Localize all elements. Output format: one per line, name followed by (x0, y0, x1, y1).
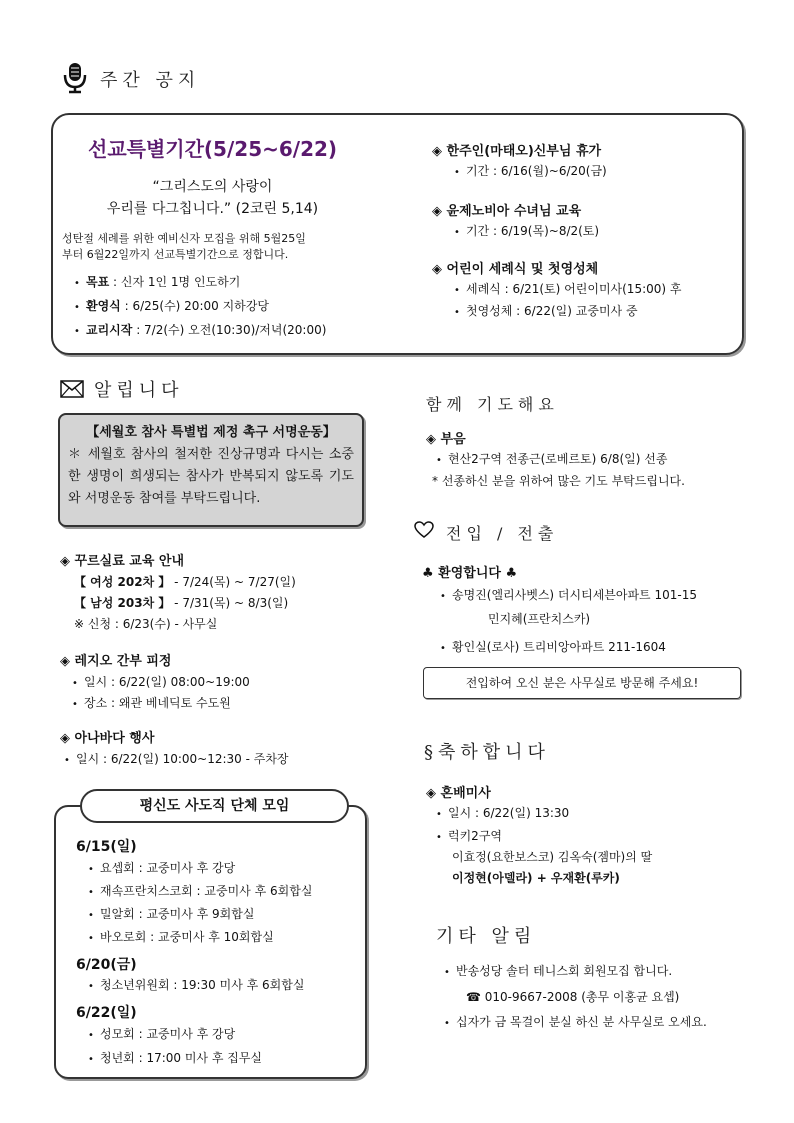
congrats-title: §축하합니다 (424, 742, 550, 763)
mission-item-text: : 7/2(수) 오전(10:30)/저녁(20:00) (132, 323, 327, 337)
prayer-title: 함께 기도해요 (426, 395, 559, 414)
cursillo-head: ◈ 꾸르실료 교육 안내 (60, 554, 185, 569)
other-title: 기타 알림 (436, 926, 537, 947)
groups-title: 평신도 사도직 단체 모임 (80, 789, 349, 823)
mission-quote-1: “그리스도의 사랑이 (152, 179, 273, 195)
other-line-1: • 반송성당 솔터 테니스회 회원모집 합니다. (440, 964, 672, 979)
envelope-icon (60, 380, 84, 398)
congrats-line-1: • 일시 : 6/22(일) 13:30 (432, 806, 569, 821)
mission-item-text: : 신자 1인 1명 인도하기 (109, 275, 241, 289)
group-date: 6/22(일) (76, 1005, 137, 1021)
cursillo-men (74, 596, 288, 610)
moving-line-2: 민지혜(프란치스카) (488, 612, 591, 626)
legio-head: ◈ 레지오 간부 피정 (60, 654, 172, 669)
microphone-icon (62, 62, 88, 94)
group-line: • 바오로회 : 교중미사 후 10회합실 (84, 930, 274, 945)
prayer-line-2: * 선종하신 분을 위하여 많은 기도 부탁드립니다. (432, 474, 685, 488)
group-date: 6/20(금) (76, 957, 137, 973)
group-line: • 요셉회 : 교중미사 후 강당 (84, 861, 235, 876)
congrats-line-2: • 럭키2구역 (432, 829, 502, 844)
mission-desc-2: 부터 6월22일까지 선교특별기간으로 정합니다. (62, 248, 289, 261)
sewol-text: ＊ 세월호 참사의 철저한 진상규명과 다시는 소중한 생명이 희생되는 참사가 반복되지 않도록 기도와 서명운동 참여를 부탁드립니다. (68, 447, 354, 506)
group-line: • 재속프란치스코회 : 교중미사 후 6회합실 (84, 884, 312, 899)
cursillo-women (74, 575, 296, 589)
sewol-title: 【세월호 참사 특별법 제정 촉구 서명운동】 (86, 425, 336, 440)
notice-vacation-head: ◈ 한주인(마태오)신부님 휴가 (432, 144, 602, 159)
notice-vacation-line: • 기간 : 6/16(월)~6/20(금) (450, 164, 607, 179)
mission-item-class (70, 323, 326, 338)
group-date: 6/15(일) (76, 839, 137, 855)
mission-quote-2: 우리를 다그칩니다.” (2코린 5,14) (106, 201, 319, 217)
mission-item-label: 교리시작 (86, 323, 133, 337)
legio-line-time: • 일시 : 6/22(일) 08:00~19:00 (68, 675, 250, 690)
group-line: • 청소년위원회 : 19:30 미사 후 6회합실 (84, 978, 304, 993)
moving-notice: 전입하여 오신 분은 사무실로 방문해 주세요! (423, 667, 741, 699)
other-line-3: • 십자가 금 목걸이 분실 하신 분 사무실로 오세요. (440, 1015, 707, 1030)
mission-desc-1: 성탄절 세례를 위한 예비신자 모집을 위해 5월25일 (62, 232, 306, 245)
moving-line-3: • 황인실(로사) 트리비앙아파트 211-1604 (436, 640, 666, 655)
announcements-title: 알립니다 (94, 380, 184, 401)
moving-welcome: ♣ 환영합니다 ♣ (422, 566, 518, 581)
page-title: 주간 공지 (100, 70, 201, 91)
group-line: • 청년회 : 17:00 미사 후 집무실 (84, 1051, 262, 1066)
notice-baptism-line: • 세례식 : 6/21(토) 어린이미사(15:00) 후 (450, 282, 681, 297)
cursillo-women-text: - 7/24(목) ~ 7/27(일) (170, 575, 296, 589)
mission-item-text: : 6/25(수) 20:00 지하강당 (120, 299, 269, 313)
legio-line-place: • 장소 : 왜관 베네딕토 수도원 (68, 696, 231, 711)
cursillo-women-label: 【 여성 202차 】 (74, 575, 171, 589)
other-line-2: ☎ 010-9667-2008 (총무 이홍균 요셉) (466, 990, 680, 1004)
mission-item-label: 목표 (86, 275, 110, 289)
congrats-head: ◈ 혼배미사 (426, 786, 491, 801)
congrats-line-3: 이효정(요한보스코) 김옥숙(젬마)의 딸 (452, 850, 653, 864)
notice-education-line: • 기간 : 6/19(목)~8/2(토) (450, 224, 599, 239)
congrats-line-4: 이정현(아델라) + 우재환(루카) (452, 871, 620, 885)
prayer-line-1: • 현산2구역 전종근(로베르토) 6/8(일) 선종 (432, 452, 667, 467)
moving-title: 전입 / 전출 (446, 524, 559, 543)
cursillo-men-label: 【 남성 203차 】 (74, 596, 171, 610)
anabada-line: • 일시 : 6/22(일) 10:00~12:30 - 주차장 (60, 752, 289, 767)
mission-title: 선교특별기간(5/25~6/22) (88, 137, 338, 161)
heart-icon (414, 521, 434, 539)
moving-line-1: • 송명진(엘리사벳스) 더시티세븐아파트 101-15 (436, 588, 697, 603)
mission-item-goal (70, 275, 240, 290)
cursillo-apply: ※ 신청 : 6/23(수) - 사무실 (74, 617, 218, 631)
sewol-box (58, 413, 364, 527)
notice-baptism-head: ◈ 어린이 세례식 및 첫영성체 (432, 262, 599, 277)
group-line: • 밀알회 : 교중미사 후 9회합실 (84, 907, 254, 922)
notice-education-head: ◈ 윤제노비아 수녀님 교육 (432, 204, 582, 219)
mission-item-welcome (70, 299, 269, 314)
group-line: • 성모회 : 교중미사 후 강당 (84, 1027, 235, 1042)
anabada-head: ◈ 아나바다 행사 (60, 731, 155, 746)
prayer-head: ◈ 부음 (426, 432, 466, 447)
mission-item-label: 환영식 (86, 299, 121, 313)
cursillo-men-text: - 7/31(목) ~ 8/3(일) (170, 596, 289, 610)
notice-communion-line: • 첫영성체 : 6/22(일) 교중미사 중 (450, 304, 638, 319)
